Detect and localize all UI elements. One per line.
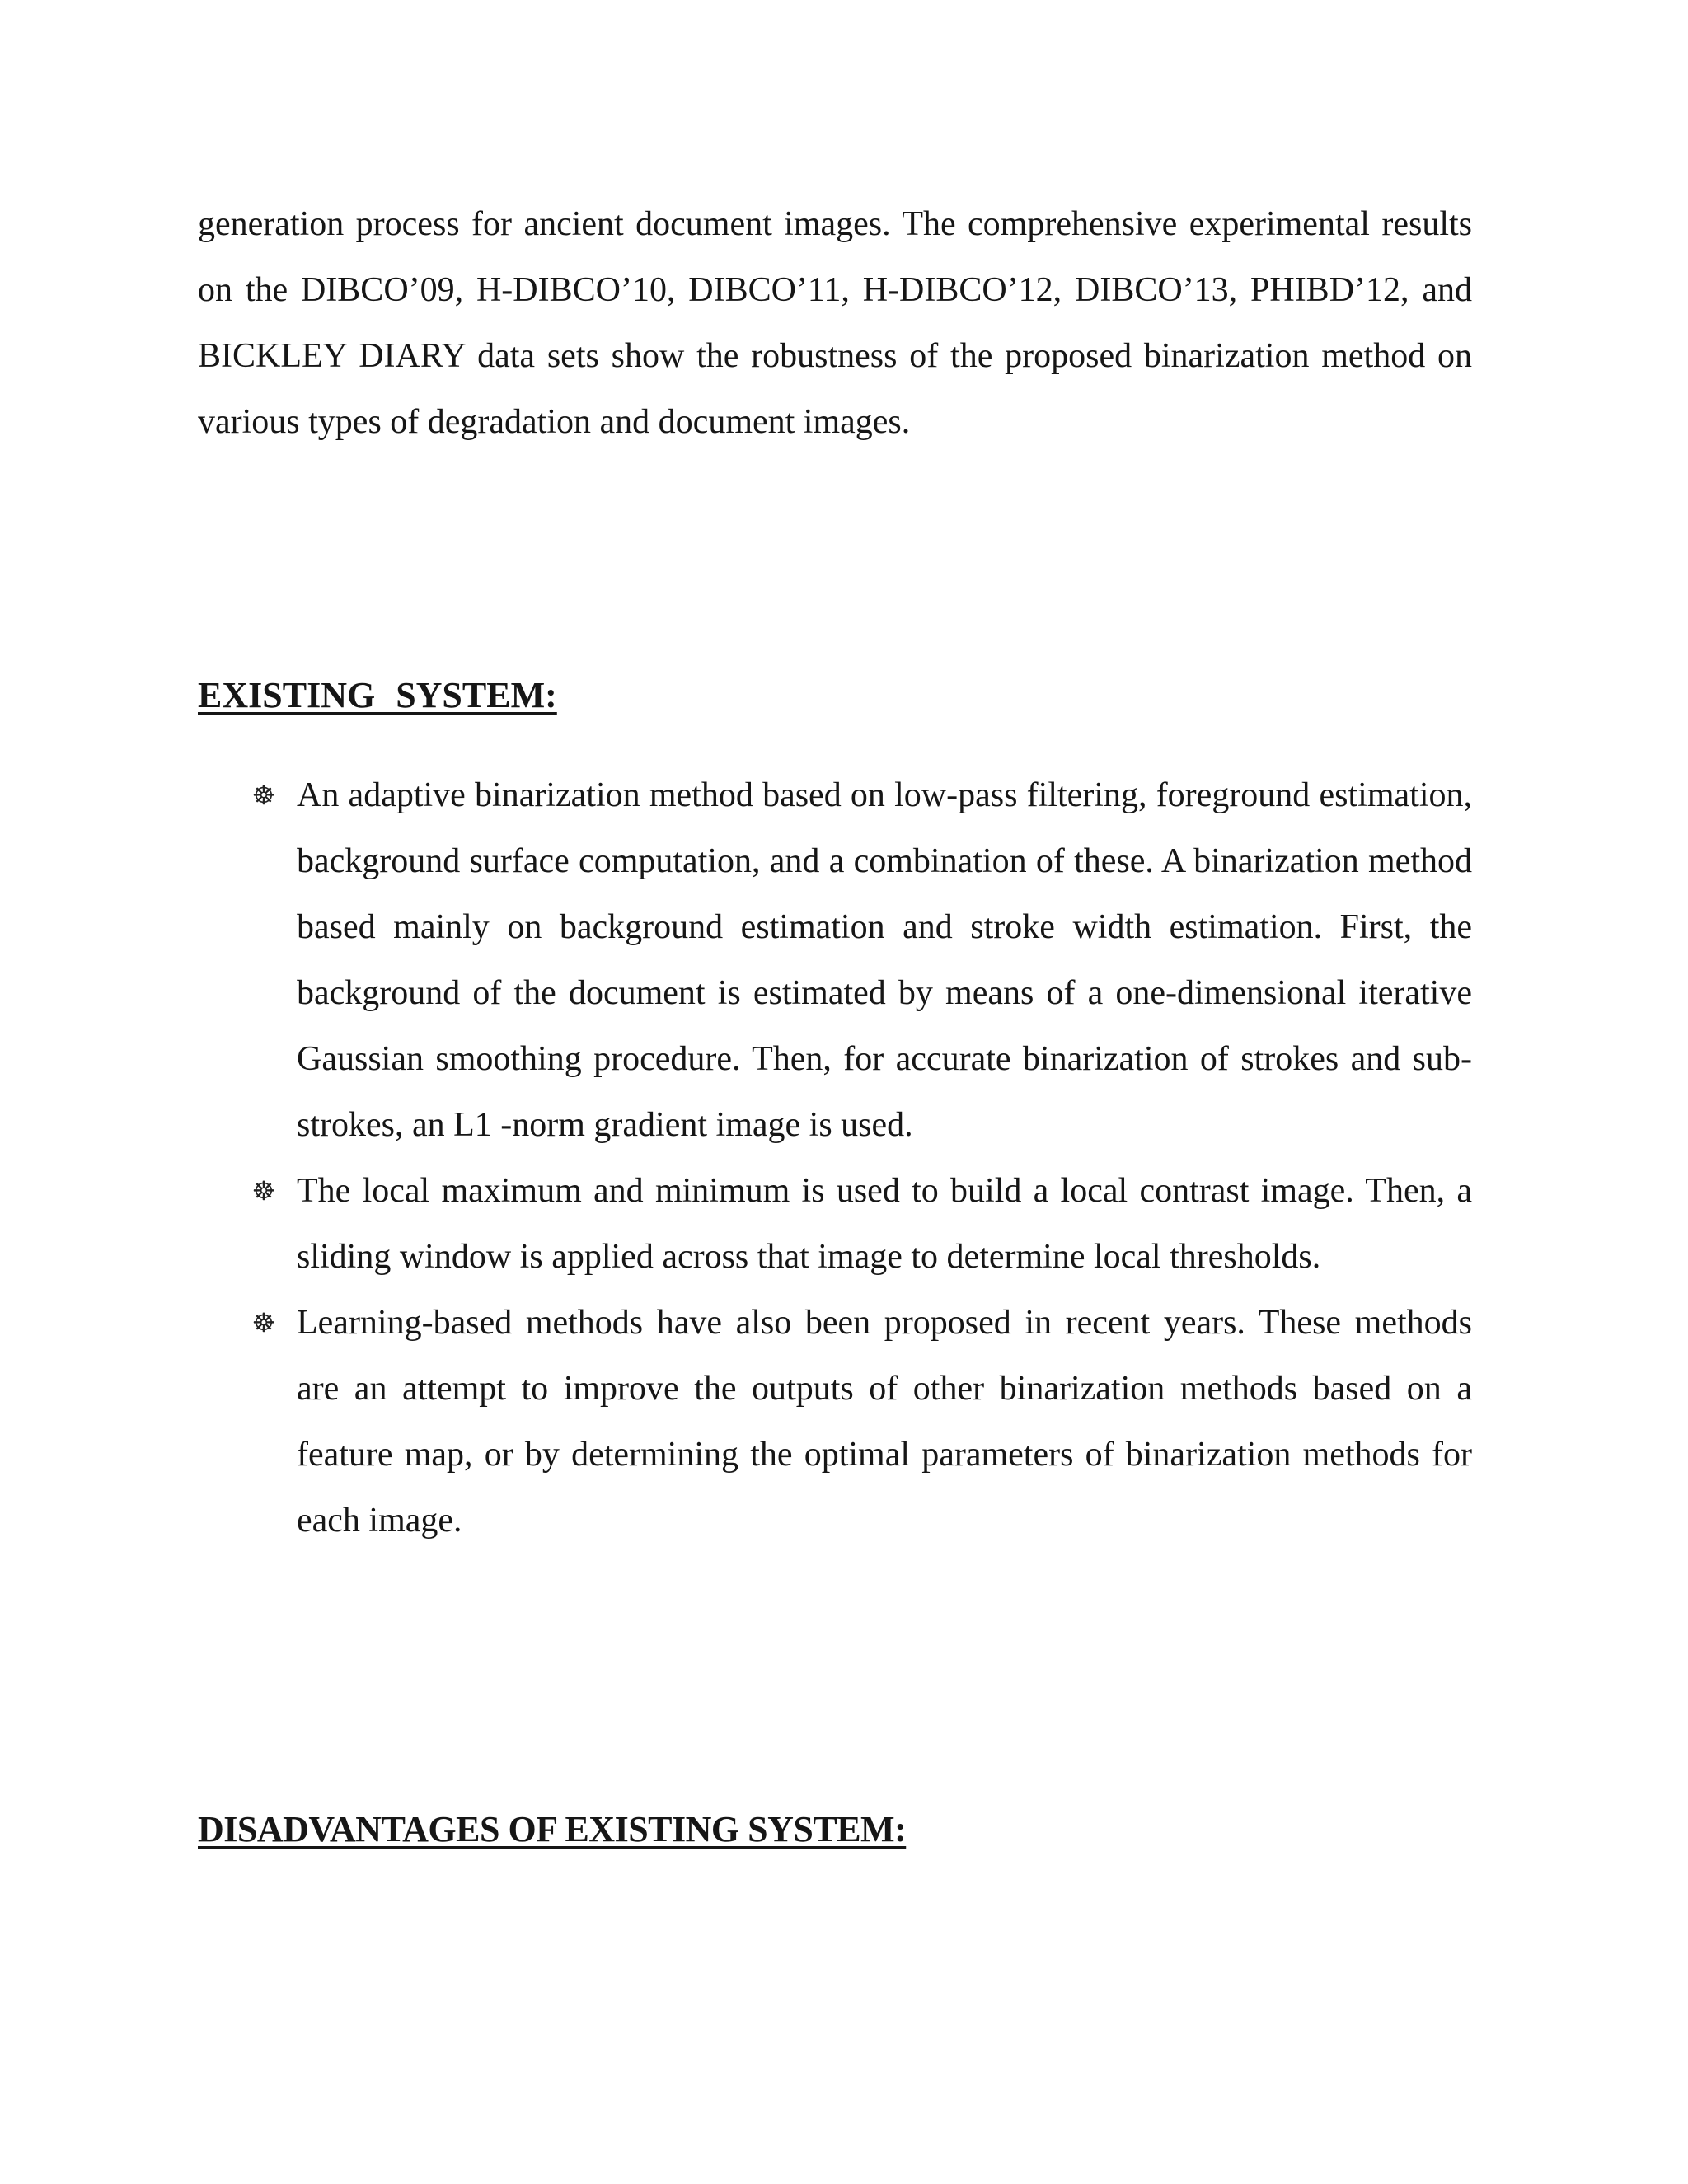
list-item-text: Learning-based methods have also been proposed in recent years. These methods are an attempt to improve the outputs of other binarization methods based on a feature map, or by determining the optimal parameters of binarization methods for each image. — [297, 1304, 1472, 1540]
wheel-of-dharma-icon: ☸ — [251, 1307, 276, 1338]
intro-paragraph: generation process for ancient document images. The comprehensive experimental results on the DIBCO’09, H-DIBCO’10, DIBCO’11, H-DIBCO’12, DIBCO’13, PHIBD’12, and BICKLEY DIARY data sets show the robustness of the proposed binarization method on various types of degradation and document images. — [198, 205, 1472, 441]
existing-system-heading: EXISTING SYSTEM: — [198, 675, 557, 715]
list-item-text: An adaptive binarization method based on low-pass filtering, foreground estimation, background surface computation, and a combination of these. A binarization method based mainly on background estimation and stroke width estimation. First, the background of the document is estimated by means of a one-dimensional iterative Gaussian smoothing procedure. Then, for accurate binarization of strokes and sub-strokes, an L1 -norm gradient image is used. — [297, 776, 1472, 1144]
wheel-of-dharma-icon: ☸ — [251, 780, 276, 811]
disadvantages-heading: DISADVANTAGES OF EXISTING SYSTEM: — [198, 1809, 907, 1849]
list-item — [247, 762, 1472, 1158]
existing-system-list — [247, 762, 1472, 1554]
list-item — [247, 1290, 1472, 1554]
list-item — [247, 1158, 1472, 1290]
wheel-of-dharma-icon: ☸ — [251, 1175, 276, 1207]
list-item-text: The local maximum and minimum is used to build a local contrast image. Then, a sliding window is applied across that image to determine local thresholds. — [297, 1172, 1472, 1276]
